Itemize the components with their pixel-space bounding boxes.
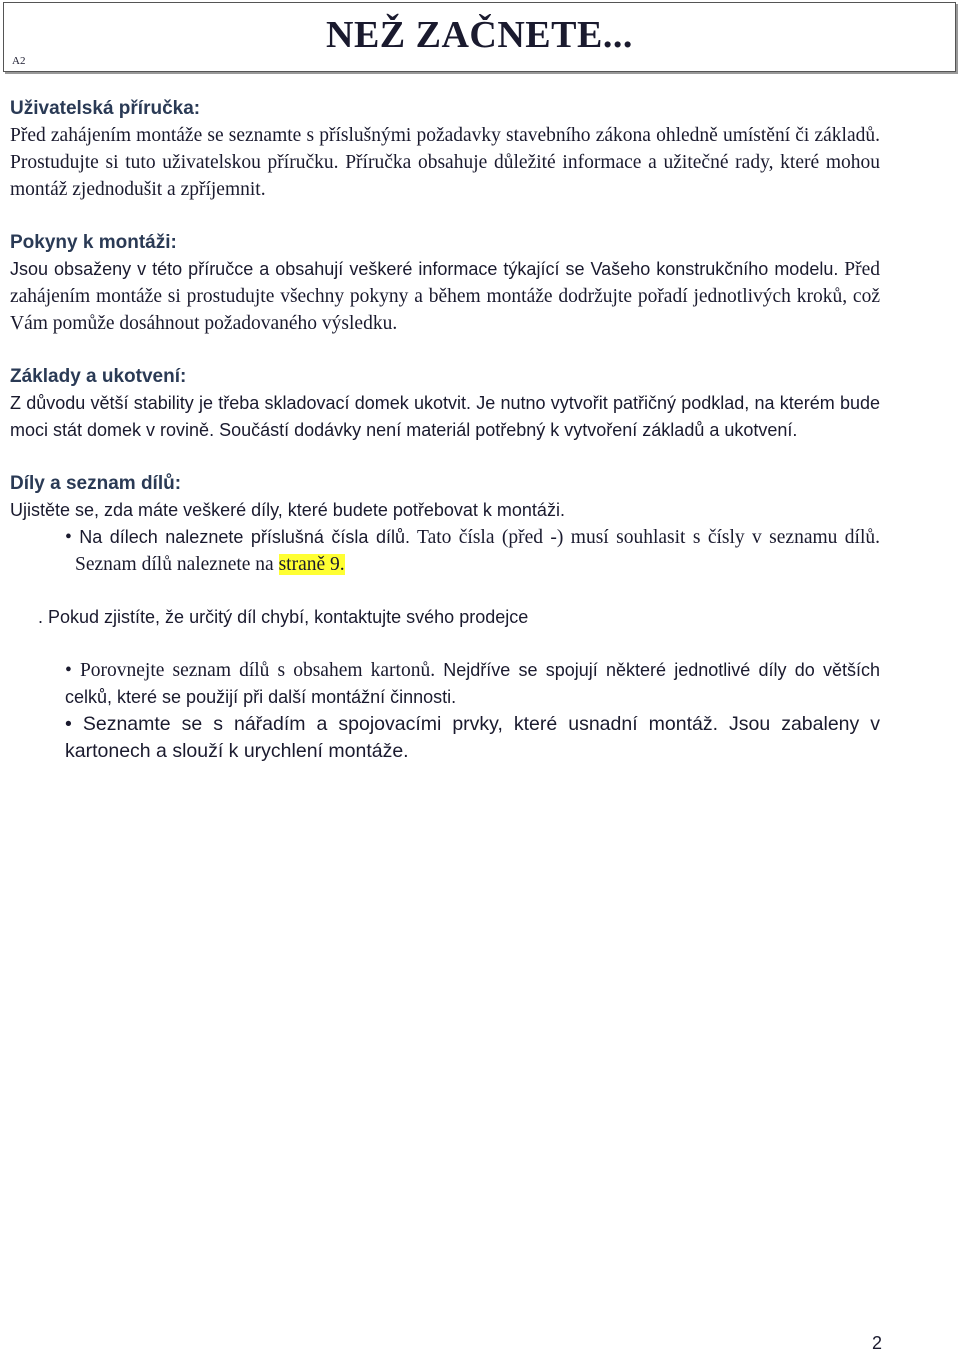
missing-part-note: . Pokud zjistíte, že určitý díl chybí, kontaktujte svého prodejce: [38, 607, 529, 627]
section-instructions: [10, 229, 880, 337]
parts-bullet-1-serif: Tato čísla (před -) musí souhlasit s čísly v seznamu dílů. Seznam dílů naleznete na: [75, 527, 880, 575]
page-number: 2: [871, 1333, 882, 1353]
parts-intro: Ujistěte se, zda máte veškeré díly, které budete potřebovat k montáži.: [10, 500, 565, 520]
parts-bullet-2: [10, 657, 880, 711]
page-reference-highlight: straně 9.: [278, 554, 345, 575]
parts-bullet-1: [10, 524, 880, 578]
parts-bullet-2-sans: Nejdříve se spojují některé jednotlivé díly do větších celků, které se použijí při další montážní činnosti.: [65, 660, 881, 707]
section-parts: [10, 470, 880, 765]
section-code: A2: [12, 55, 26, 67]
parts-bullet-3-sans: Seznamte se s nářadím a spojovacími prvky, které usnadní montáž. Jsou zabaleny v kartonech a slouží k urychlení montáže.: [65, 713, 881, 762]
bullet-marker: •: [65, 713, 72, 735]
section-text-foundation: Z důvodu větší stability je třeba skladovací domek ukotvit. Je nutno vytvořit patřičný podklad, na kterém bude moci stát domek v rovině. Součástí dodávky není materiál potřebný k vytvoření základů a ukotvení.: [10, 393, 880, 440]
instructions-text-serif: Před zahájením montáže si prostudujte všechny pokyny a během montáže dodržujte pořadí jednotlivých kroků, což Vám pomůže dosáhnout požadovaného výsledku.: [10, 259, 881, 334]
section-manual: [10, 95, 880, 203]
instructions-text-sans: Jsou obsaženy v této příručce a obsahují veškeré informace týkající se Vašeho konstrukčního modelu.: [10, 259, 839, 279]
section-heading-parts: Díly a seznam dílů:: [10, 473, 182, 494]
parts-bullet-3: [10, 711, 880, 765]
section-text-instructions: [10, 256, 880, 337]
spacer: [10, 578, 880, 604]
section-text-manual: Před zahájením montáže se seznamte s příslušnými požadavky stavebního zákona ohledně umístění či základů. Prostudujte si tuto uživatelskou příručku. Příručka obsahuje důležité informace a užitečné rady, které mohou montáž zjednodušit a zpříjemnit.: [10, 125, 880, 200]
section-heading-instructions: Pokyny k montáži:: [10, 232, 177, 253]
section-heading-foundation: Základy a ukotvení:: [10, 366, 187, 387]
spacer: [10, 631, 880, 657]
section-heading-manual: Uživatelská příručka:: [10, 98, 201, 119]
parts-bullet-2-serif: Porovnejte seznam dílů s obsahem kartonů.: [79, 660, 436, 681]
bullet-marker: •: [65, 660, 72, 681]
document-body: [10, 95, 880, 765]
bullet-marker: •: [65, 527, 72, 548]
page-title: NEŽ ZAČNETE...: [326, 14, 633, 56]
parts-bullet-1-sans: Na dílech naleznete příslušná čísla dílů.: [79, 527, 410, 547]
page-header: [3, 2, 956, 72]
section-foundation: [10, 363, 880, 444]
